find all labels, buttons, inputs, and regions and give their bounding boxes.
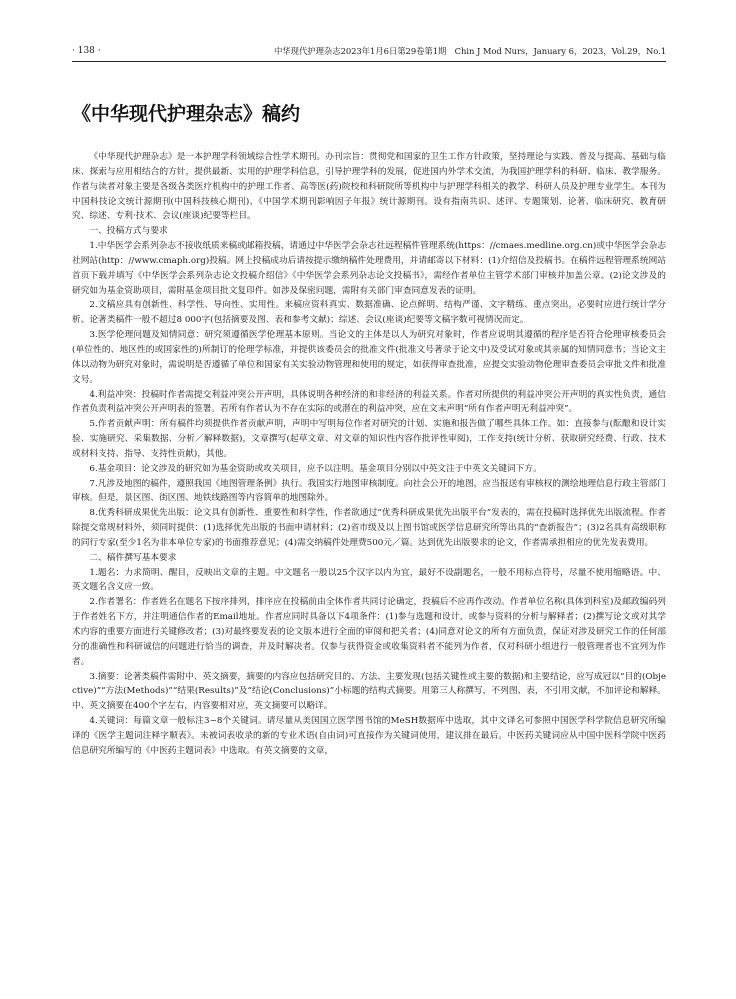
- paragraph-priority-publication: 8.优秀科研成果优先出版：论文具有创新性、重要性和科学性，作者欲通过“优秀科研成果优先出版平台”发表的，需在投稿时选择优先出版流程。作者除提交常规材料外，须同时提供：(1)选择优先出版的书面申请材料；(2)省市级及以上图书馆或医学信息研究所等出具的“查新报告”；(3)2名具有高级职称的同行专家(至少1名为非本单位专家)的书面推荐意见；(4)需交纳稿件处理费500元／篇。达到优先出版要求的论文，作者需承担相应的优先发表费用。: [72, 508, 666, 548]
- section-heading-writing: 二、稿件撰写基本要求: [89, 552, 177, 563]
- paragraph-maps: 7.凡涉及地图的稿件，遵照我国《地图管理条例》执行。我国实行地图审核制度。向社会公开的地图，应当报送有审核权的测绘地理信息行政主管部门审核。但是，景区图、街区图、地铁线路图等内容简单的地图除外。: [72, 478, 666, 504]
- paragraph-title-rules: 1.题名：力求简明、醒目，反映出文章的主题。中文题名一般以25个汉字以内为宜，最好不设副题名，一般不用标点符号，尽量不使用缩略语。中、英文题名含义应一致。: [72, 567, 666, 593]
- paragraph-manuscript-quality: 2.文稿应具有创新性、科学性、导向性、实用性。来稿应资料真实、数据准确、论点鲜明、结构严谨、文字精练、重点突出，必要时应进行统计学分析。论著类稿件一般不超过8 000字(包括摘要及图、表和参考文献)；综述、会议(座谈)纪要等文稿字数可视情况而定。: [72, 300, 666, 326]
- intro-paragraph: 《中华现代护理杂志》是一本护理学科领域综合性学术期刊。办刊宗旨：贯彻党和国家的卫生工作方针政策，坚持理论与实践、普及与提高、基础与临床、探索与应用相结合的方针，提供最新、实用的护理学科信息，引导护理学科的发展，促进国内外学术交流，为我国护理学科的科研、临床、教学服务。作者与读者对象主要是各级各类医疗机构中的护理工作者、高等医(药)院校和科研院所等机构中与护理学科相关的教学、科研人员及护理专业学生。本刊为中国科技论文统计源期刊(中国科技核心期刊)、《中国学术期刊影响因子年报》统计源期刊。设有指南共识、述评、专题策划、论著、临床研究、教育研究、综述、专利·技术、会议(座谈)纪要等栏目。: [72, 152, 666, 222]
- journal-citation-info: 中华现代护理杂志2023年1月6日第29卷第1期 Chin J Mod Nurs，January 6，2023，Vol.29，No.1: [273, 46, 666, 56]
- paragraph-abstract: 3.摘要：论著类稿件需附中、英文摘要，摘要的内容应包括研究目的、方法、主要发现(包括关键性或主要的数据)和主要结论，应写成冠以“目的(Objective)”“方法(Methods)”“结果(Results)”及“结论(Conclusions)”小标题的结构式摘要。用第三人称撰写，不列图、表，不引用文献，不加评论和解释。中、英文摘要在400个字左右，内容要相对应，英文摘要可以略详。: [72, 671, 666, 712]
- running-header: [72, 0, 666, 62]
- section-heading-submission: 一、投稿方式与要求: [89, 226, 168, 237]
- paragraph-conflict-of-interest: 4.利益冲突：投稿时作者需提交利益冲突公开声明，具体说明各种经济的和非经济的利益关系。作者对所提供的利益冲突公开声明的真实性负责，通信作者负责利益冲突公开声明表的签署。若所有作者认为不存在实际的或潜在的利益冲突，应在文末声明“所有作者声明无利益冲突”。: [72, 389, 666, 415]
- article-title: 《中华现代护理杂志》稿约: [72, 103, 301, 125]
- paragraph-authorship: 2.作者署名：作者姓名在题名下按序排列，排序应在投稿前由全体作者共同讨论确定，投稿后不应再作改动。作者单位名称(具体到科室)及邮政编码列于作者姓名下方，并注明通信作者的Email地址。作者应同时具备以下4项条件：(1)参与选题和设计，或参与资料的分析与解释者；(2)撰写论文或对其学术内容的重要方面进行关键修改者；(3)对最终要发表的论文版本进行全面的审阅和把关者；(4)同意对论文的所有方面负责，保证对涉及研究工作的任何部分的准确性和科研诚信的问题进行恰当的调查，并及时解决者。仅参与获得资金或收集资料者不能列为作者，仅对科研小组进行一般管理者也不宜列为作者。: [72, 597, 666, 667]
- paragraph-keywords: 4.关键词：每篇文章一般标注3~8个关键词。请尽量从美国国立医学图书馆的MeSH数据库中选取，其中文译名可参照中国医学科学院信息研究所编译的《医学主题词注释字顺表》。未被词表收录的新的专业术语(自由词)可直接作为关键词使用，建议排在最后。中医药关键词应从中国中医科学院中医药信息研究所编写的《中医药主题词表》中选取。有英文摘要的文章，: [72, 716, 666, 756]
- paragraph-author-contribution: 5.作者贡献声明：所有稿件均须提供作者贡献声明，声明中写明每位作者对研究的计划、实施和报告做了哪些具体工作。如：直接参与(酝酿和设计实验、实施研究、采集数据、分析／解释数据)，文章撰写(起草文章、对文章的知识性内容作批评性审阅)，工作支持(统计分析、获取研究经费、行政、技术或材料支持、指导、支持性贡献)，其他。: [72, 419, 666, 459]
- paragraph-funding: 6.基金项目：论文涉及的研究如为基金资助或攻关项目，应予以注明。基金项目分别以中英文注于中英文关键词下方。: [89, 463, 542, 474]
- paragraph-online-submission: 1.中华医学会系列杂志不接收纸质来稿或邮箱投稿，请通过中华医学会杂志社远程稿件管理系统(https：//cmaes.medline.org.cn)或中华医学会杂志社网站(http：//www.cmaph.org)投稿。网上投稿成功后请按提示缴纳稿件处理费用，并请邮寄以下材料：(1)介绍信及投稿书。在稿件远程管理系统网站首页下载并填写《中华医学会系列杂志论文投稿介绍信》《中华医学会系列杂志论文投稿书》，需经作者单位主管学术部门审核并加盖公章。(2)论文涉及的研究如为基金资助项目，需附基金项目批文复印件。如涉及保密问题，需附有关部门审查同意发表的证明。: [72, 241, 666, 296]
- page-number: · 138 ·: [72, 46, 101, 56]
- article-body: [72, 150, 666, 759]
- paragraph-ethics-consent: 3.医学伦理问题及知情同意：研究须遵循医学伦理基本原则。当论文的主体是以人为研究对象时，作者应说明其遵循的程序是否符合伦理审核委员会(单位性的、地区性的或国家性的)所制订的伦理学标准，并提供该委员会的批准文件(批准文号著录于论文中)及受试对象或其亲属的知情同意书；当论文主体以动物为研究对象时，需说明是否遵循了单位和国家有关实验动物管理和使用的规定，如获得审查批准，应提交实验动物伦理审查委员会审批文件和批准文号。: [72, 330, 666, 385]
